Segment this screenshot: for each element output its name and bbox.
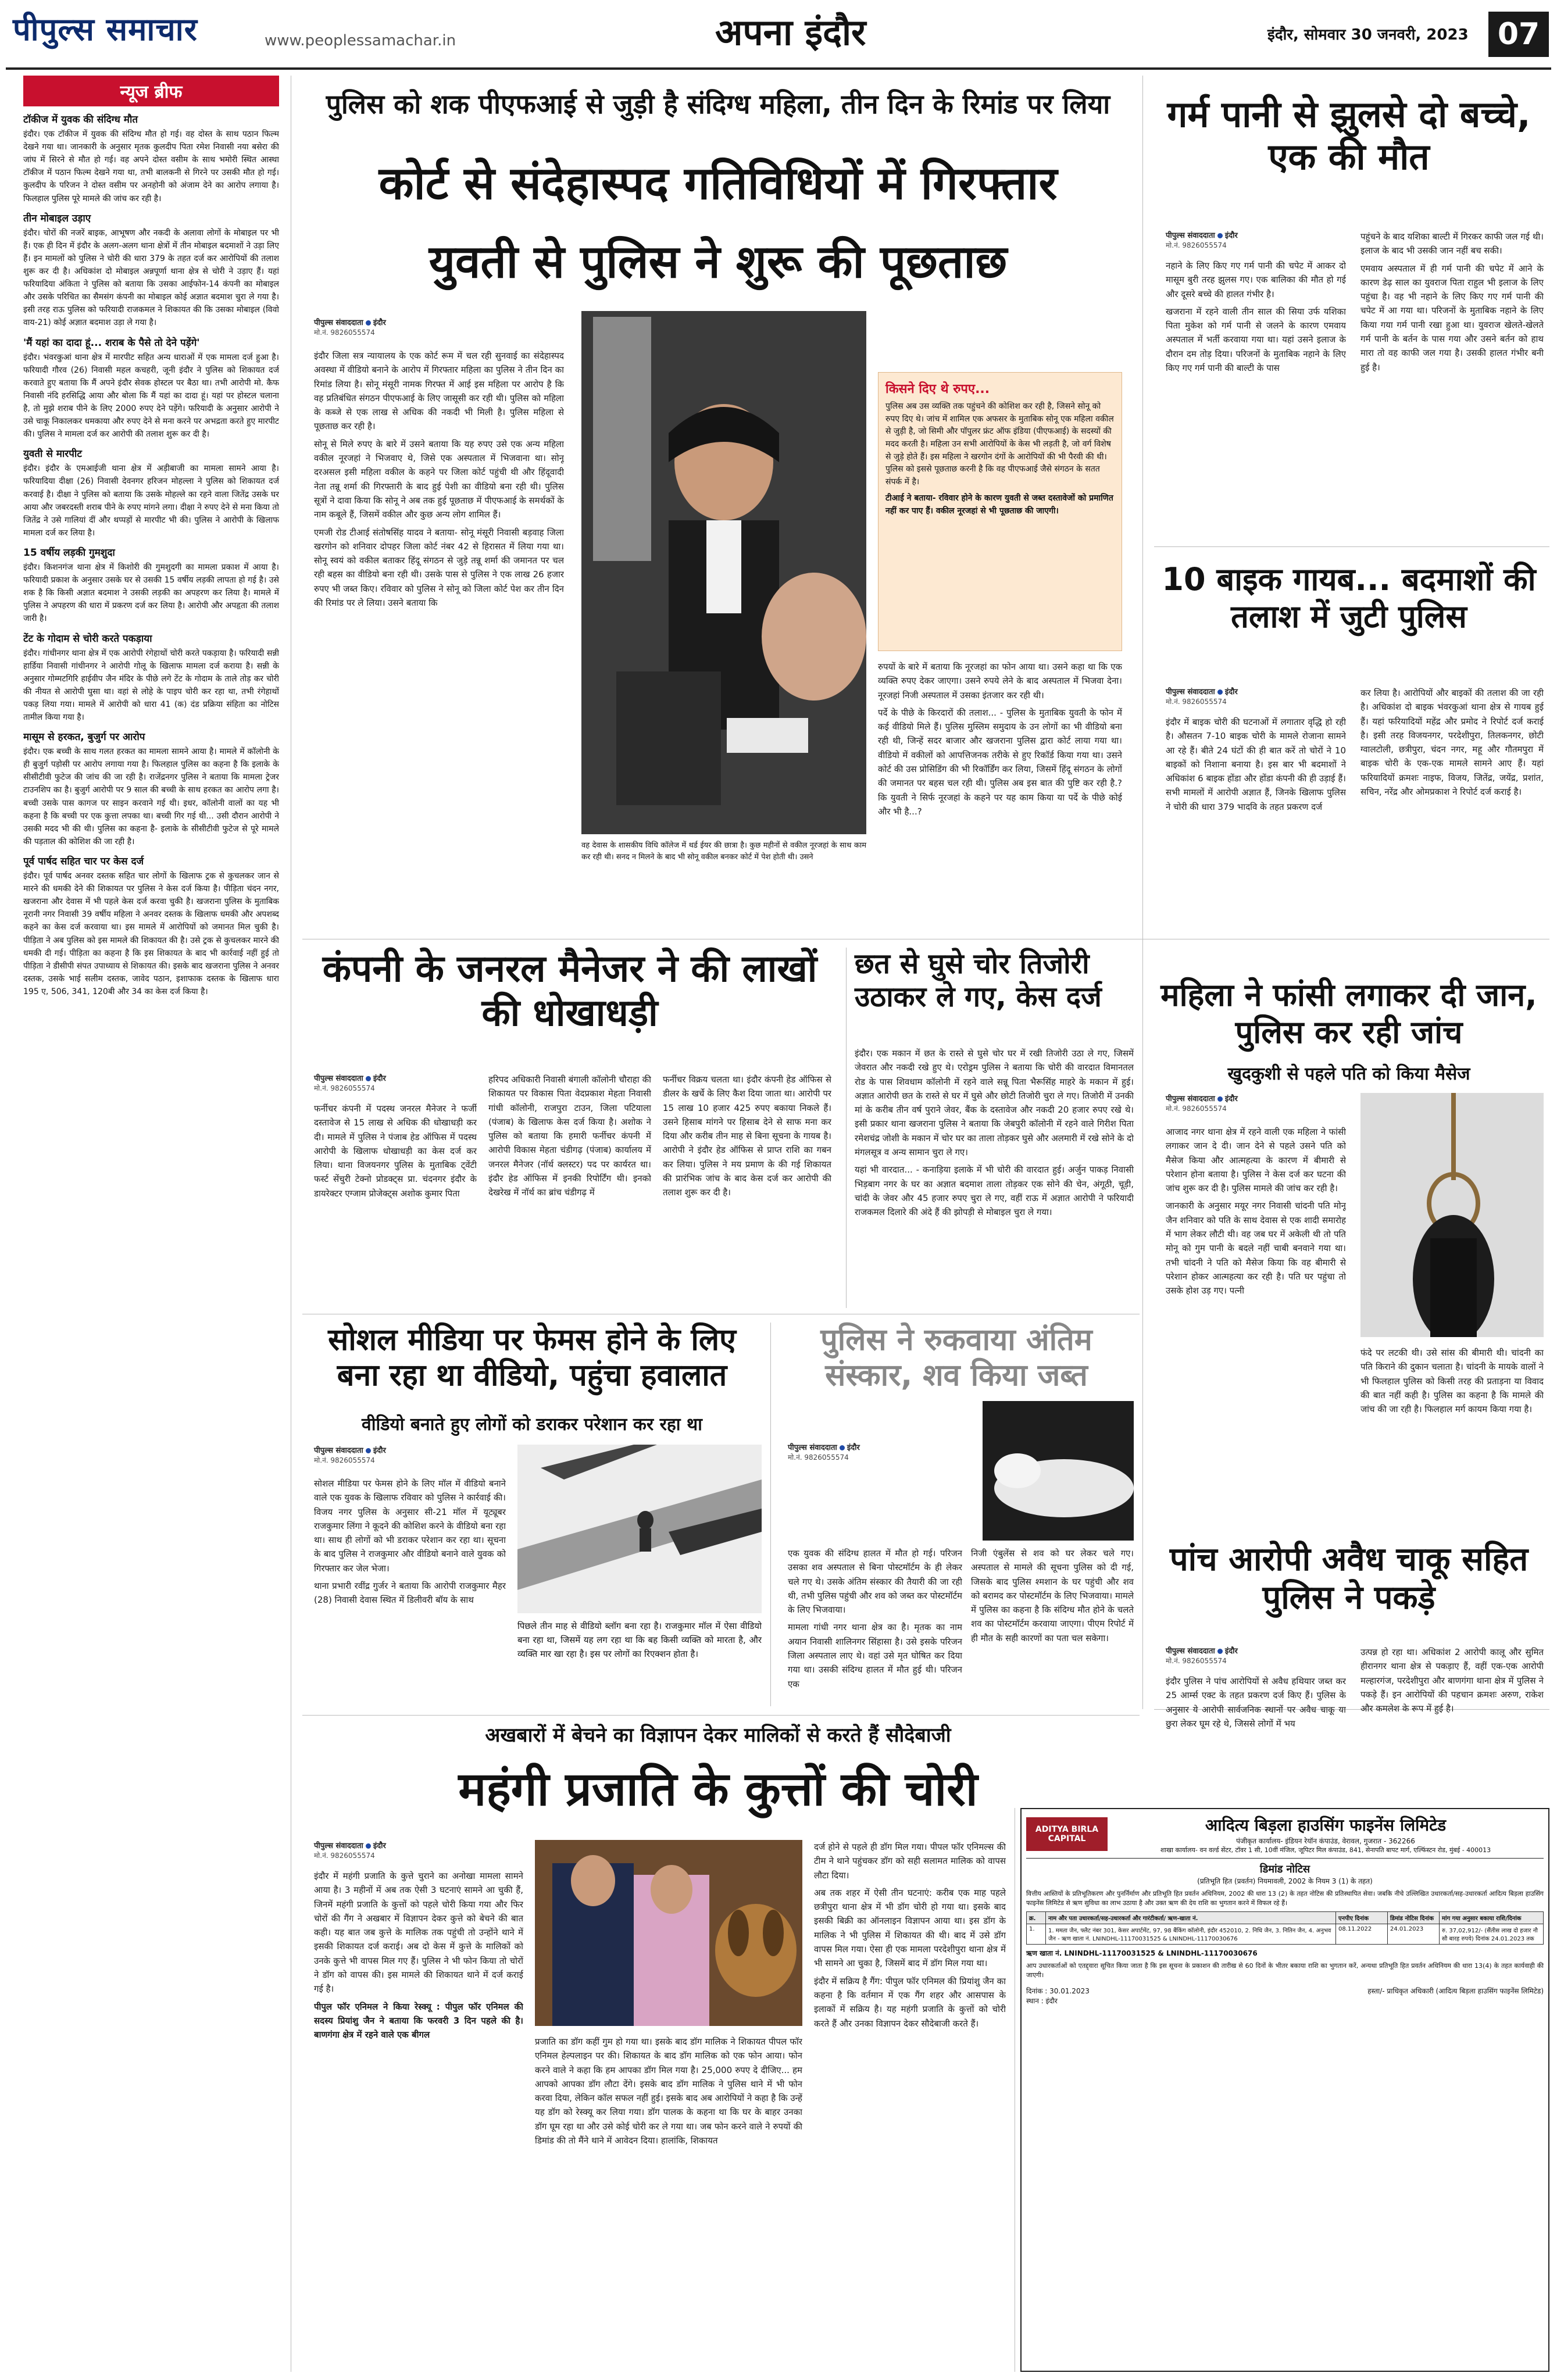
column-divider — [1142, 948, 1143, 1709]
issue-date: इंदौर, सोमवार 30 जनवरी, 2023 — [1267, 26, 1469, 44]
section-title: अपना इंदौर — [715, 11, 866, 53]
newspaper-logo — [13, 6, 257, 52]
safe-theft-paragraph: यहां भी वारदात... - कनाड़िया इलाके में भी चोरी की वारदात हुई। अर्जुन पाकड़ निवासी भिड़बाग नगर के घर का अज्ञात बदमाश ताला तोड़कर एक सोने की चेन, अंगूठी, चूड़ी, चांदी के जेवर और 45 हजार रुपए चुरा ले गए, वहीं राऊ में अज्ञात आरोपी ने फरियादी राजकमल दिलारे की अंदे हैं की झोपड़ी से मोबाइल चुरा ले गया। — [855, 1164, 1134, 1218]
burn-paragraph: एमवाय अस्पताल में ही गर्म पानी की चपेट में आने के कारण डेढ़ साल का युवराज पिता राहुल भी इलाज के लिए पहुंचा है। वह भी नहाने के लिए किए गए गर्म पानी की चपेट में आ गया था। परिजनों के मुताबिक नहाने के लिए किया गया गर्म पानी रखा हुआ था। युवराज खेलते-खेलते गर्म पानी के बर्तन के पास गया और उसने बर्तन को हाथ मारा तो वह काफी जल गया है। उसकी हालत गंभीर बनी हुई है। — [1360, 263, 1544, 373]
safe-theft-headline — [855, 948, 1134, 1013]
dogs-headline — [302, 1761, 1134, 1816]
safe-theft-paragraph: इंदौर। एक मकान में छत के रास्ते से घुसे चोर घर में रखी तिजोरी उठा ले गए, जिसमें जेवरात और नकदी रखे हुए थे। एरोड्रम पुलिस ने बताया कि चोरी की वारदात विमानतल रोड के पास शिवधाम कॉलोनी में रहने वाले सन्नू पिता भैरूसिंह माहरे के मकान में हुई। अज्ञात आरोपी छत के रास्ते से घर में घुसे और छोटी तिजोरी चुरा ले गए। तिजोरी में उनकी मां के करीब तीन वर्ष पुराने जेवर, बैंक के दस्तावेज और नकदी 20 हजार रुपए रखे थे। इसी प्रकार थाना खजराना पुलिस ने बताया कि जेबपुरी कॉलोनी में रहने वाले गिरीश पिता रमेशचंद्र जोशी के मकान में चोर घर का ताला तोड़कर घुसे और अलमारी में रखे सोने के दो मंगलसूत्र व अन्य सामान चुरा ले गए। — [855, 1048, 1134, 1158]
hanging-paragraph: आजाद नगर थाना क्षेत्र में रहने वाली एक महिला ने फांसी लगाकर जान दे दी। जान देने से पहले उसने पति को मैसेज किया और आत्महत्या के कारण में बीमारी से परेशान होना बताया है। पुलिस ने केस दर्ज कर घटना की जांच शुरू कर दी है। पुलिस मामले की जांच कर रही है। — [1166, 1127, 1346, 1194]
dogs-text-col1 — [314, 1869, 523, 2369]
byline — [314, 1840, 523, 1850]
byline-mobile: मो.नं. 9826055574 — [1166, 1657, 1227, 1665]
brief-text: इंदौर। गांधीनगर थाना क्षेत्र में एक आरोपी रंगेहाथों चोरी करते पकड़ाया है। फरियादी सन्नी हार्डिया निवासी गांधीनगर ने आरोपी गोलू के खिलाफ मामला दर्ज कराया है। सन्नी के अनुसार गोम्मटगिरि हाईवीप जैन मंदिर के पीछे लगे टेंट के गोदाम के ताले तोड़ कर चोरी की नीयत से आरोपी घुसा था। वहां से लोहे के पाइप चोरी कर रहा था, तभी रंगेहाथों पकड़ लिया गया। मामले में आरोपी को धारा 41 (क) दंड प्रक्रिया संहिता का नोटिस तामील किया गया है। — [23, 648, 279, 723]
lead-paragraph: रुपयों के बारे में बताया कि नूरजहां का फोन आया था। उसने कहा था कि एक व्यक्ति रुपए देकर जाएगा। उसने रुपये लेने के बाद अस्पताल में भिजवा देना। नूरजहां निजी अस्पताल में उसका इंतजार कर रही थी। — [878, 662, 1122, 701]
lead-headline-2-text: युवती से पुलिस ने शुरू की पूछताछ — [428, 236, 1008, 288]
byline — [1166, 230, 1352, 240]
social-photo-caption: पिछले तीन माह से वीडियो ब्लॉग बना रहा है। राजकुमार मॉल में ऐसा वीडियो बना रहा था, जिसमें यह लग रहा था कि बह किसी व्यक्ति को मारता है, और व्यक्ति मार खा रहा है। इस पर लोगों का रिएक्शन होता है। — [517, 1621, 762, 1659]
byline-mobile: मो.नं. 9826055574 — [314, 1852, 375, 1860]
brief-text: इंदौर। चोरों की नजरें बाइक, आभूषण और नकदी के अलावा लोगों के मोबाइल पर भी हैं। एक ही दिन में इंदौर के अलग-अलग थाना क्षेत्रों में तीन मोबाइल बदमाशों ने उड़ा लिए हैं। इन मामलों को पुलिस ने चोरी की धारा 379 के तहत दर्ज कर आरोपियों की तलाश शुरू कर दी है। अधिकांश दो मोबाइल अन्नपूर्णा थाना क्षेत्र से चोरी ने उड़ाए हैं। यहां फरियादिया अंकिता ने पुलिस को बताया कि उसका आईफोन-14 कंपनी का मोबाइल और उसके परिचित का सैमसंग कंपनी का मोबाइल कोई अज्ञात बदमाश चुरा ले गया है। इसी तरह राऊ पुलिस को फरियादी राजकमल ने शिकायत की कि उसका मोबाइल (विवो वाय-21) कोई अज्ञात बदमाश उड़ा ले गया है। — [23, 228, 279, 328]
safe-theft-text — [855, 1046, 1134, 1305]
funeral-headline — [779, 1323, 1134, 1394]
notice-date: दिनांक : 30.01.2023 — [1026, 1986, 1090, 1995]
hanging-subhead: खुदकुशी से पहले पति को किया मैसेज — [1227, 1064, 1470, 1084]
lead-paragraph: सोनू से मिले रुपए के बारे में उसने बताया कि यह रुपए उसे एक अन्य महिला वकील नूरजहां ने भिजवाए थे, जिसे एक अस्पताल में भिजवाना था। सोनू दरअसल इसी महिला वकील के कहने पर जिला कोर्ट पहुंची थी और हिंदूवादी नेता तन्नू शर्मा की गिरफ्तारी के बाद हुई पेशी का वीडियो बना रही थी। पुलिस सूत्रों ने दावा किया कि सोनू ने अब तक हुई पूछताछ में पीएफआई के समर्थकों के नाम कबूले हैं, जिसमें वकील और कुछ अन्य लोग शामिल हैं। — [314, 438, 564, 520]
bikes-headline — [1154, 561, 1544, 635]
burn-byline — [1166, 230, 1352, 250]
byline-dot-icon — [840, 1445, 845, 1450]
notice-branch: शाखा कार्यालय- वन वर्ल्ड सेंटर, टॉवर 1 सी, 10वीं मंजिल, जूपिटर मिल कंपाउंड, 841, सेनापति बापट मार्ग, एल्फिंस्टन रोड, मुंबई - 400013 — [1160, 1846, 1491, 1854]
social-byline — [314, 1445, 506, 1465]
bikes-text-col1 — [1166, 715, 1346, 942]
byline-mobile: मो.नं. 9826055574 — [314, 1084, 375, 1092]
brief-title: मासूम से हरकत, बुजुर्ग पर आरोप — [23, 731, 145, 744]
brief-title: 'मैं यहां का दादा हूं... शराब के पैसे तो देने पड़ेंगे' — [23, 337, 200, 349]
burn-headline — [1154, 93, 1544, 178]
byline-name: पीपुल्स संवाददाता — [788, 1443, 837, 1452]
notice-table — [1026, 1911, 1544, 1945]
news-brief-column — [23, 76, 279, 2372]
brief-item — [23, 730, 279, 848]
byline-dot-icon — [1217, 1096, 1223, 1102]
dogs-text-col3 — [814, 1840, 1006, 2369]
social-subhead: वीडियो बनाते हुए लोगों को डराकर परेशान कर रहा था — [362, 1414, 702, 1435]
dogs-paragraph: अब तक शहर में ऐसी तीन घटनाएं: करीब एक माह पहले छत्रीपुरा थाना क्षेत्र में भी डॉग चोरी हो गया था। इसके बाद इसकी बिक्री का ऑनलाइन विज्ञापन आया था। इस डॉग के मालिक ने भी पुलिस में शिकायत की थी। बाद में उसे डॉग वापस मिल गया। ऐसा ही एक मामला परदेशीपुरा थाना क्षेत्र में भी सामने आ चुका है, जिसमें बाद में डॉग मिल गया था। — [814, 1887, 1006, 1969]
covered-body-illustration — [983, 1401, 1134, 1541]
byline-mobile: मो.नं. 9826055574 — [1166, 241, 1227, 249]
burn-text-col2 — [1360, 230, 1544, 532]
knives-byline — [1166, 1645, 1352, 1666]
dogs-paragraph: इंदौर में महंगी प्रजाति के कुत्ते चुराने का अनोखा मामला सामने आया है। 3 महीनों में अब तक ऐसी 3 घटनाएं सामने आ चुकी हैं, जिनमें महंगी प्रजाति के कुत्तों को पहले चोरी किया गया और फिर चोरों की गैंग ने अखबार में विज्ञापन देकर कुत्ते को बेचने की बात कही। यह बात जब कुत्ते के मालिक तक पहुंची तो उन्होंने थाने में इसकी शिकायत दर्ज कराई। अब दो केस में कुत्ते के मालिकों को उनके कुत्ते भी वापस मिल गए हैं। पुलिस ने भी फोन किया तो चोरों ने डॉग को वापस की। इस मामले की शिकायत थाने में दर्ज कराई गई है। — [314, 1871, 523, 1995]
lead-headline-1 — [302, 157, 1134, 210]
lead-photo — [581, 311, 866, 834]
byline-mobile: मो.नं. 9826055574 — [314, 328, 375, 337]
dogs-photo — [535, 1840, 802, 2026]
lead-paragraph: इंदौर जिला सत्र न्यायालय के एक कोर्ट रूम में चल रही सुनवाई का संदेहास्पद अवस्था में वीडियो बनाने के आरोप में गिरफ्तार महिला का पुलिस ने तीन दिन का रिमांड लिया है। सोनू मंसूरी नामक गिरफ्त में आई इस महिला पर आरोप है कि वह प्रतिबंधित संगठन पीएफआई के लिए जासूसी कर रही थी। पुलिस को महिला के कब्जे से एक लाख से अधिक की नकदी भी मिली है। पुलिस महिला से पूछताछ कर रही है। — [314, 351, 564, 432]
social-photo — [517, 1445, 762, 1613]
social-headline — [302, 1323, 762, 1394]
info-box-text: पुलिस अब उस व्यक्ति तक पहुंचने की कोशिश कर रही है, जिसने सोनू को रुपए दिए थे। जांच में शामिल एक अफसर के मुताबिक सोनू एक महिला वकील से जुड़ी है, जो सिमी और पॉपुलर फ्रंट ऑफ इंडिया (पीएफआई) के सदस्यों की मदद करती है। महिला उन सभी आरोपियों के केस भी लड़ती है, जो वर्ग विशेष से जुड़े होते हैं। इस महिला ने खरगोन दंगों के आरोपियों की भी पैरवी की थी। पुलिस को इससे पूछताछ करनी है कि वह पीएफआई जैसे संगठन के सतत संपर्क में है। — [885, 402, 1114, 487]
lead-photo-caption: वह देवास के शासकीय विधि कॉलेज में थर्ड ईयर की छात्रा है। कुछ महीनों से वकील नूरजहां के साथ काम कर रही थी। सनद न मिलने के बाद भी सोनू वकील बनकर कोर्ट में पेश होती थी। उसने — [581, 841, 866, 862]
notice-title: डिमांड नोटिस — [1259, 1863, 1310, 1875]
column-divider — [1142, 76, 1143, 953]
bikes-paragraph: इंदौर में बाइक चोरी की घटनाओं में लगातार वृद्धि हो रही है। औसतन 7-10 बाइक चोरी के मामले रोजाना सामने आ रहे हैं। बीते 24 घंटों की ही बात करें तो चोरों ने 10 बाइकों को निशाना बनाया है। इस बार भी बदमाशों ने अधिकांश 6 बाइक होंडा और होंडा कंपनी की ही उड़ाई हैं। सभी मामलों में आरोपी अज्ञात हैं, जिनके खिलाफ पुलिस ने चोरी की धारा 379 भादवि के तहत प्रकरण दर्ज — [1166, 717, 1346, 812]
notice-paragraph: वित्तीय आस्तियों के प्रतिभूतिकरण और पुनर्निर्माण और प्रतिभूति हित प्रवर्तन अधिनियम, 2002 की धारा 13 (2) के तहत नोटिस की प्रतिस्थापित सेवा। जबकि नीचे उल्लिखित उधारकर्ता/सह-उधारकर्ता आदित्य बिड़ला हाउसिंग फाइनेंस लिमिटेड से ऋण सुविधा का लाभ उठाया है और उक्त ऋण की देय राशि का भुगतान करने में विफल रहे हैं। — [1026, 1890, 1544, 1907]
brief-text: इंदौर। पूर्व पार्षद अनवर दस्तक सहित चार लोगों के खिलाफ ट्रक से कुचलकर जान से मारने की धमकी देने की शिकायत पर पुलिस ने केस दर्ज किया है। पीड़िता चंदन नगर, खजराना और देवास में भी पहले केस दर्ज करवा चुकी है। खजराना पुलिस के मुताबिक नूरानी नगर निवासी 39 वर्षीय महिला ने अनवर दस्तक के खिलाफ धमकी और अपशब्द कहने का केस दर्ज करवाया था। इस मामले में आरोपियों को जमानत मिल चुकी है। पीड़िता ने अब पुलिस को इस मामले की शिकायत की है। उसे ट्रक से कुचलकर मारने की धमकी दी गई। पीड़िता का कहना है कि इस शिकायत के बाद भी कार्रवाई नहीं हुई तो पीड़िता ने डीसीपी संपत उपाध्याय से शिकायत की। इसके बाद खजराना पुलिस ने अनवर दस्तक, उसके भाई सलीम दस्तक, जावेद पठान, इशाफाक दस्तक के खिलाफ धारा 195 ए, 506, 341, 120बी और 34 का केस दर्ज किया है। — [23, 871, 279, 997]
byline-dot-icon — [1217, 233, 1223, 238]
lead-text-col3 — [878, 660, 1122, 927]
lead-byline — [314, 317, 564, 337]
dogs-paragraph: पीपुल फॉर एनिमल ने किया रेस्क्यू : पीपुल फॉर एनिमल की सदस्य प्रियांशु जैन ने बताया कि फरवरी 3 दिन पहले की है। बाणगंगा क्षेत्र में रहने वाले एक बीगल — [314, 2001, 523, 2040]
gm-fraud-paragraph: फर्नीचर कंपनी में पदस्थ जनरल मैनेजर ने फर्जी दस्तावेज से 15 लाख से अधिक की धोखाधड़ी कर दी। मामले में पुलिस ने पंजाब हेड ऑफिस में पदस्थ आरोपी के खिलाफ धोखाधड़ी का केस दर्ज कर लिया। थाना विजयनगर पुलिस के मुताबिक ट्वेंटी फर्स्ट सेंचुरी टेक्नो प्रोडक्ट्स प्रा. चंदनगर इंदौर के डायरेक्टर एग्जाम प्रोजेक्ट्स अशोक कुमार पिता — [314, 1103, 477, 1199]
byline-city: इंदौर — [1224, 1095, 1238, 1103]
dogs-paragraph: दर्ज होने से पहले ही डॉग मिल गया। पीपल फॉर एनिमल्स की टीम ने थाने पहुंचकर डॉग को सही सलामत मालिक को वापस लौटा दिया। — [814, 1842, 1006, 1881]
demand-notice-ad — [1020, 1808, 1549, 2372]
hanging-byline — [1166, 1093, 1352, 1113]
info-box-title: किसने दिए थे रुपए... — [885, 382, 990, 396]
burn-paragraph: नहाने के लिए किए गए गर्म पानी की चपेट में आकर दो मासूम बुरी तरह झुलस गए। एक बालिका की मौत हो गई और दूसरे बच्चे की हालत गंभीर है। — [1166, 260, 1346, 299]
byline — [788, 1442, 974, 1452]
byline-city: इंदौर — [1224, 1647, 1238, 1656]
brief-title: टेंट के गोदाम से चोरी करते पकड़ाया — [23, 632, 152, 645]
lead-text-col1 — [314, 349, 564, 930]
lead-paragraph: पर्दे के पीछे के किरदारों की तलाश... - पुलिस के मुताबिक युवती के फोन में कई वीडियो मिले हैं। पुलिस मुस्लिम समुदाय के उन लोगों का भी वीडियो बना रही थी, जिन्हें सदर बाजार और खजराना पुलिस द्वारा कोर्ट लाया गया था। वीडियो में वकीलों को आपत्तिजनक तरीके से हुए रिकॉर्ड किया गया था। उसने कोर्ट की उस प्रोसिडिंग की भी रिकॉर्डिंग कर लिया, जिसमें हिंदू संगठन के लोगों की जमानत पर बहस चल रही थी। पुलिस अब इस बात की पुष्टि कर रही है.? कि युवती ने सिर्फ नूरजहां के कहने पर यह काम किया या पर्दे के पीछे कोई और भी है...? — [878, 707, 1122, 817]
bikes-headline-text: 10 बाइक गायब... बदमाशों की तलाश में जुटी पुलिस — [1162, 561, 1536, 635]
brief-title: टॉकीज में युवक की संदिग्ध मौत — [23, 114, 138, 126]
lead-info-box — [878, 372, 1122, 651]
notice-cell: रु. 37,02,912/- (सैंतीस लाख दो हजार नौ सौ बारह रुपये) दिनांक 24.01.2023 तक — [1440, 1924, 1544, 1944]
brief-text: इंदौर। भंवरकुआं थाना क्षेत्र में मारपीट सहित अन्य धाराओं में एक मामला दर्ज हुआ है। फरियादी गौरव (26) निवासी महल कचहरी, जूनी इंदौर ने पुलिस को शिकायत दर्ज करवाते हुए बताया कि मैं अपने इंदौर सेवक होस्टल पर बैठा था। तभी आरोपी मो. कैफ निवासी नंदि हरसिद्धि आया और बोला कि मैं यहां का दादा हूं। यहां पर होस्टल चलाना है, तो मुझे शराब पीने के लिए 2000 रुपए देने पड़ेंगे। फरियादी के अनुसार आरोपी ने उसे चाकू निकालकर धमकाया और रुपए देने से मना करने पर अभद्रता करते हुए मारपीट की। पुलिस ने मामला दर्ज कर आरोपी की तलाश शुरू कर दी है। — [23, 352, 279, 439]
hanging-headline — [1154, 977, 1544, 1050]
lead-paragraph: एमजी रोड टीआई संतोषसिंह यादव ने बताया- सोनू मंसूरी निवासी बड़वाह जिला खरगोन को शनिवार दोपहर जिला कोर्ट नंबर 42 से हिरासत में लिया गया था। सोनू स्वयं को वकील बताकर हिंदू संगठन से जुड़े तन्नू शर्मा की जमानत पर चल रही बहस का वीडियो बना रही थी। उसके पास से पुलिस ने एक लाख 26 हजार रुपए भी जब्त किए। रविवार को पुलिस ने सोनू को जिला कोर्ट पेश कर तीन दिन की रिमांड पर ले लिया। उसने बताया कि — [314, 527, 564, 609]
byline-city: इंदौर — [373, 1842, 386, 1850]
column-divider — [770, 1323, 771, 1706]
section-divider — [302, 1715, 1140, 1716]
lead-kicker — [302, 88, 1134, 120]
byline-mobile: मो.नं. 9826055574 — [1166, 1105, 1227, 1113]
aditya-birla-logo — [1026, 1817, 1108, 1851]
byline-dot-icon — [366, 1843, 371, 1849]
burn-paragraph: खजराना में रहने वाली तीन साल की सिया उर्फ यशिका पिता मुकेश को गर्म पानी से जलने के कारण एमवाय अस्पताल में भर्ती करवाया गया था। यहां उसने इलाज के दौरान दम तोड़ दिया। परिजनों के मुताबिक नहाने के लिए किए गए गर्म पानी की बाल्टी के पास — [1166, 306, 1346, 374]
notice-col-header: डिमांड नोटिस दिनांक — [1388, 1911, 1440, 1924]
byline-name: पीपुल्स संवाददाता — [1166, 1095, 1215, 1103]
notice-place: स्थान : इंदौर — [1026, 1996, 1058, 2005]
notice-subtitle: (प्रतिभूति हित (प्रवर्तन) नियमावली, 2002 के नियम 3 (1) के तहत) — [1197, 1877, 1373, 1885]
woman-in-custody-illustration — [581, 311, 866, 834]
notice-signatory: हस्ता/- प्राधिकृत अधिकारी (आदित्य बिड़ला हाउसिंग फाइनेंस लिमिटेड) — [1367, 1986, 1544, 1995]
brief-title: पूर्व पार्षद सहित चार पर केस दर्ज — [23, 856, 144, 868]
funeral-byline — [788, 1442, 974, 1462]
byline — [314, 317, 564, 327]
notice-col-header: क्र. — [1027, 1911, 1046, 1924]
noose-illustration — [1360, 1093, 1544, 1337]
notice-cell: 1. ममता जैन, फ्लैट नंबर 301, केसर अपार्टमेंट, 97, 98 बैंकिंग कॉलोनी, इंदौर 452010, 2. निधि जैन, 3. नितिन जैन, 4. अनुभव जैन - ऋण खाता नं. LNINDHL-11170031525 & LNINDHL-11170030676 — [1046, 1924, 1336, 1944]
gm-fraud-headline — [302, 948, 837, 1035]
byline-city: इंदौर — [373, 1446, 386, 1455]
social-paragraph: थाना प्रभारी रवींद्र गुर्जर ने बताया कि आरोपी राजकुमार मैहर (28) निवासी देवास स्थित में डिलीवरी बॉय के साथ — [314, 1581, 506, 1606]
byline-dot-icon — [366, 1076, 371, 1081]
dogs-paragraph: इंदौर में सक्रिय है गैंग: पीपुल फॉर एनिमल की प्रियांशु जैन का कहना है कि वर्तमान में एक गैंग शहर और आसपास के इलाकों में सक्रिय है। यह महंगी प्रजाति के कुत्तों को चोरी करते हैं और उनका विज्ञापन देकर सौदेबाजी करते हैं। — [814, 1975, 1006, 2029]
brief-item — [23, 335, 279, 441]
website-url: www.peoplessamachar.in — [265, 32, 456, 49]
brief-item — [23, 854, 279, 998]
byline-dot-icon — [366, 320, 371, 326]
brief-item — [23, 545, 279, 626]
notice-company: आदित्य बिड़ला हाउसिंग फाइनेंस लिमिटेड — [1205, 1816, 1447, 1835]
burn-headline-text: गर्म पानी से झुलसे दो बच्चे, एक की मौत — [1167, 93, 1531, 178]
brief-item — [23, 112, 279, 205]
hanging-photo — [1360, 1093, 1544, 1337]
bikes-paragraph: कर लिया है। आरोपियों और बाइकों की तलाश की जा रही है। अधिकांश दो बाइक भंवरकुआं थाना क्षेत्र से गायब हुई हैं। यहां फरियादियों महेंद्र और प्रमोद ने रिपोर्ट दर्ज कराई है। इसी तरह विजयनगर, परदेशीपुरा, तिलकनगर, छोटी ग्वालटोली, छत्रीपुरा, चंदन नगर, महू और गौतमपुरा में बाइक चोरी के एक-एक मामले सामने आए हैं। यहां फरियादियों क्रमशः नाइफ, विजय, जितेंद्र, जयेंद्र, प्रशांत, सचिन, नरेंद्र और ओमप्रकाश ने रिपोर्ट दर्ज कराई है। — [1360, 688, 1544, 798]
brief-text: इंदौर। एक टॉकीज में युवक की संदिग्ध मौत हो गई। वह दोस्त के साथ पठान फिल्म देखने गया था। जानकारी के अनुसार मृतक कुलदीप पिता रमेश निवासी नया बसेरा की जांघ में सिरने से मौत हो गई। वह अपने दोस्त वसीम के साथ भमोरी स्थित आस्था टॉकीज में पठान फिल्म देखने गया था, तभी बालकनी से गिरने पर उसकी मौत हो गई। कुलदीप के परिजन ने दोस्त वसीम पर अनहोनी को अंजाम देने का आरोप लगाया है। फिलहाल पुलिस पूरे मामले की जांच कर रही है। — [23, 130, 279, 203]
burn-text-col1 — [1166, 259, 1346, 532]
hanging-paragraph: जानकारी के अनुसार मयूर नगर निवासी चांदनी पति मोनू जैन शनिवार को पति के साथ देवास से एक शादी समारोह में भाग लेकर लौटी थी। वह जब घर में अकेली थी तो पति मोनू को गुम पानी के बदले नहीं चाबी बनवाने गया था। तभी चांदनी ने पति को मैसेज किया कि वह बीमारी से परेशान होकर आत्महत्या कर रही है। पति घर पहुंचा तो उसके होश उड़ गए। पत्नी — [1166, 1200, 1346, 1296]
notice-address: पंजीकृत कार्यालय- इंडियन रेयॉन कंपाउंड, वेरावल, गुजरात - 362266 — [1236, 1837, 1415, 1845]
gm-fraud-byline — [314, 1073, 477, 1093]
notice-table-header — [1027, 1911, 1544, 1924]
knives-headline-text: पांच आरोपी अवैध चाकू सहित पुलिस ने पकड़े — [1169, 1541, 1529, 1617]
notice-loan-numbers: ऋण खाता नं. LNINDHL-11170031525 & LNINDHL-11170030676 — [1026, 1949, 1258, 1957]
byline-dot-icon — [1217, 689, 1223, 695]
knives-paragraph: इंदौर पुलिस ने पांच आरोपियों से अवैध हथियार जब्त कर 25 आर्म्स एक्ट के तहत प्रकरण दर्ज किए हैं। पुलिस के अनुसार ये आरोपी सार्वजनिक स्थानों पर अवैध चाकू या छुरा लेकर घूम रहे थे, जिससे लोगों में भय — [1166, 1676, 1346, 1729]
notice-cell: 08.11.2022 — [1336, 1924, 1388, 1944]
byline-dot-icon — [1217, 1649, 1223, 1654]
news-brief-header — [23, 76, 279, 106]
knives-text-col1 — [1166, 1674, 1346, 1802]
byline-name: पीपुल्स संवाददाता — [1166, 231, 1215, 240]
notice-paragraph-2: आप उधारकर्ताओं को एतद्द्वारा सूचित किया जाता है कि इस सूचना के प्रकाशन की तारीख से 60 दिनों के भीतर बकाया राशि का भुगतान करें, अन्यथा प्रतिभूति हित प्रवर्तन अधिनियम की धारा 13(4) के तहत कार्यवाही की जाएगी। — [1026, 1961, 1544, 1979]
byline — [1166, 686, 1352, 696]
gm-fraud-headline-text: कंपनी के जनरल मैनेजर ने की लाखों की धोखाधड़ी — [322, 948, 817, 1035]
brief-title: 15 वर्षीय लड़की गुमशुदा — [23, 546, 115, 559]
gm-fraud-text-col1 — [314, 1102, 477, 1305]
brief-item — [23, 211, 279, 330]
byline-city: इंदौर — [847, 1443, 860, 1452]
funeral-paragraph: मामला गांधी नगर थाना क्षेत्र का है। मृतक का नाम अयान निवासी शालिनगर सिंहासा है। उसे इसके परिजन जिला अस्पताल लाए थे। वहां उसे मृत घोषित कर दिया गया था। उसकी संदिग्ध हालत में मौत हुई थी। परिजन एक — [788, 1622, 962, 1689]
mall-escalator-illustration — [517, 1445, 762, 1613]
brief-text: इंदौर। इंदौर के एमआईजी थाना क्षेत्र में अड़ीबाजी का मामला सामने आया है। फरियादिया दीक्षा (26) निवासी देवनगर हरिजन मोहल्ला ने पुलिस को शिकायत दर्ज करवाई है। दीक्षा ने पुलिस को बताया कि उसके मोहल्ले का रहने वाला जितेंद्र उसके घर आया और जबरदस्ती शराब पीने के रुपए मांगने लगा। दीक्षा ने रुपए देने से मना किया तो जितेंद्र ने उसे गालियां दीं और थप्पड़ों से मारपीट भी की। पुलिस ने आरोपी के खिलाफ मामला दर्ज कर लिया है। — [23, 464, 279, 538]
gm-fraud-paragraph: हरिपद अधिकारी निवासी बंगाली कॉलोनी चौराहा की शिकायत पर विकास पिता वेदप्रकाश मेहता निवासी गांधी कॉलोनी, राजपुरा टाउन, जिला पटियाला (पंजाब) के खिलाफ केस दर्ज किया है। अशोक ने पुलिस को बताया कि हमारी फर्नीचर कंपनी में आरोपी विकास मेहता चंडीगढ़ (पंजाब) कार्यालय में जनरल मैनेजर (नॉर्थ क्लस्टर) पद पर कार्यरत था। इंदौर हेड ऑफिस में इनकी रिपोर्टिंग थी। इनको देखरेख में नॉर्थ का ब्रांच चंडीगढ़ में — [488, 1074, 651, 1198]
dogs-text-col2 — [535, 2035, 802, 2369]
byline-city: इंदौर — [1224, 688, 1238, 696]
brand-text: ADITYA BIRLA CAPITAL — [1035, 1825, 1099, 1843]
gm-fraud-text-col3 — [663, 1073, 831, 1305]
hanging-headline-text: महिला ने फांसी लगाकर दी जान, पुलिस कर रही जांच — [1160, 977, 1537, 1050]
gm-fraud-paragraph: फर्नीचर विक्रय चलता था। इंदौर कंपनी हेड ऑफिस से डीलर के खर्चे के लिए कैश दिया जाता था। आरोपी पर 15 लाख 10 हजार 425 रुपए बकाया निकले हैं। उसने हिसाब मांगने पर हिसाब देने से साफ मना कर दिया और करीब तीन माह से बिना सूचना के गायब है। आरोपी ने इंदौर हेड ऑफिस से प्राप्त राशि का गबन कर लिया। पुलिस ने मय प्रमाण के की गई शिकायत की प्रारंभिक जांच के बाद केस दर्ज कर आरोपी की तलाश शुरू कर दी है। — [663, 1074, 831, 1198]
brief-item — [23, 631, 279, 724]
byline-dot-icon — [366, 1448, 371, 1453]
table-row — [1027, 1924, 1544, 1944]
social-text-col1 — [314, 1477, 506, 1709]
brief-text: इंदौर। एक बच्ची के साथ गलत हरकत का मामला सामने आया है। मामले में कॉलोनी के ही बुजुर्ग पड़ोसी पर आरोप लगाया गया है। फिलहाल पुलिस का कहना है कि इलाके के सीसीटीवी फुटेज की जांच की जा रही है। राजेंद्रनगर पुलिस ने बताया कि मामला ट्रेजर टाउनशिप का है। बुजुर्ग आरोपी पर 9 साल की बच्ची के साथ हरकत का आरोप लगा है। बच्ची उसके पास कागज पर साइन करवाने गई थी। इधर, कॉलोनी वालों का यह भी कहना है कि बच्ची पर एक कुत्ता लपका था। बच्ची गिर गई थी... उसी दौरान आरोपी ने उसकी मदद भी की थी। पुलिस का कहना है- इलाके के सीसीटीवी फुटेज से पूरे मामले की पड़ताल की कोशिश की जा रही है। — [23, 747, 279, 846]
notice-col-header: मांग गया अनुसार बकाया राशि/दिनांक — [1440, 1911, 1544, 1924]
knives-headline — [1154, 1541, 1544, 1617]
lead-kicker-text: पुलिस को शक पीएफआई से जुड़ी है संदिग्ध महिला, तीन दिन के रिमांड पर लिया — [326, 88, 1110, 120]
column-divider — [846, 948, 847, 1308]
lead-headline-1-text: कोर्ट से संदेहास्पद गतिविधियों में गिरफ्तार — [378, 158, 1058, 210]
byline-name: पीपुल्स संवाददाता — [314, 319, 363, 327]
byline — [1166, 1093, 1352, 1103]
brief-title: तीन मोबाइल उड़ाए — [23, 212, 91, 224]
byline-city: इंदौर — [373, 319, 386, 327]
dogs-headline-text: महंगी प्रजाति के कुत्तों की चोरी — [458, 1761, 978, 1816]
byline — [314, 1073, 477, 1083]
dogs-byline — [314, 1840, 523, 1860]
notice-cell: 24.01.2023 — [1388, 1924, 1440, 1944]
knives-text-col2 — [1360, 1645, 1544, 1802]
byline-mobile: मो.नं. 9826055574 — [788, 1453, 849, 1461]
section-divider — [1154, 546, 1549, 547]
byline-name: पीपुल्स संवाददाता — [314, 1446, 363, 1455]
byline-name: पीपुल्स संवाददाता — [1166, 688, 1215, 696]
byline — [1166, 1645, 1352, 1656]
notice-cell: 1. — [1027, 1924, 1046, 1944]
notice-col-header: नाम और पता उधारकर्ता/सह-उधारकर्ता और गारंटीकर्ता/ ऋण-खाता नं. — [1046, 1911, 1336, 1924]
gm-fraud-text-col2 — [488, 1073, 651, 1305]
funeral-paragraph: एक युवक की संदिग्ध हालत में मौत हो गई। परिजन उसका शव अस्पताल से बिना पोस्टमॉर्टम के ही लेकर चले गए थे। उसके अंतिम संस्कार की तैयारी की जा रही थी, तभी पुलिस पहुंची और शव को जब्त कर पोस्टमॉर्टम के लिए भिजवाया। — [788, 1548, 962, 1616]
social-headline-text: सोशल मीडिया पर फेमस होने के लिए बना रहा था वीडियो, पहुंचा हवालात — [328, 1323, 736, 1393]
safe-theft-headline-text: छत से घुसे चोर तिजोरी उठाकर ले गए, केस दर्ज — [855, 948, 1102, 1013]
masthead-rule — [6, 67, 1551, 70]
dogs-kicker — [302, 1724, 1134, 1747]
funeral-photo — [983, 1401, 1134, 1541]
notice-col-header: एनपीए दिनांक — [1336, 1911, 1388, 1924]
dog-owner-illustration — [535, 1840, 802, 2026]
funeral-text-col1 — [788, 1546, 962, 1709]
byline-name: पीपुल्स संवाददाता — [314, 1842, 363, 1850]
byline-mobile: मो.नं. 9826055574 — [314, 1456, 375, 1464]
funeral-paragraph: निजी एंबुलेंस से शव को घर लेकर चले गए। अस्पताल से मामले की सूचना पुलिस को दी गई, जिसके बाद पुलिस श्मशान के घर पहुंची और शव को बरामद कर पोस्टमॉर्टम के लिए भिजवाया। मामले में पुलिस का कहना है कि संदिग्ध मौत होने के चलते शव का पोस्टमॉर्टम करवाया जाएगा। पीएम रिपोर्ट में ही मौत के सही कारणों का पता चल सकेगा। — [971, 1548, 1134, 1643]
brief-item — [23, 446, 279, 539]
logo-text: पीपुल्स समाचार — [13, 10, 198, 48]
lead-headline-2 — [302, 235, 1134, 289]
byline-name: पीपुल्स संवाददाता — [314, 1074, 363, 1083]
byline — [314, 1445, 506, 1455]
page-number: 07 — [1488, 12, 1549, 57]
dogs-kicker-text: अखबारों में बेचने का विज्ञापन देकर मालिकों से करते हैं सौदेबाजी — [485, 1724, 951, 1747]
dogs-paragraph: प्रजाति का डॉग कहीं गुम हो गया था। इसके बाद डॉग मालिक ने शिकायत पीपल फॉर एनिमल हेल्पलाइन पर की। शिकायत के बाद डॉग मालिक को एक फोन आया। फोन करने वाले ने कहा कि हम आपका डॉग मिल गया है। 25,000 रुपए दे दीजिए... हम आपको आपका डॉग लौटा देंगे। इसके बाद डॉग मालिक ने पुलिस थाने में भी फोन करवा दिया, लेकिन कॉल सफल नहीं हुई। इसके बाद अब आरोपियों ने कहा है कि उन्हें यह डॉग को रेस्क्यू कर लिया गया। डॉग पालक के कहना था कि घर के बाहर उनका डॉग घूम रहा था और उसे कोई चोरी कर ले गया था। जब फोन करने वाले ने रुपयों की डिमांड की तो मैंने थाने में आवेदन दिया। हालांकि, शिकायत — [535, 2036, 802, 2146]
hanging-paragraph: फंदे पर लटकी थी। उसे सांस की बीमारी थी। चांदनी का पति किराने की दुकान चलाता है। चांदनी के मायके वालों ने भी फिलहाल पुलिस को किसी तरह की प्रताड़ना या विवाद की बात नहीं कही है। पुलिस का कहना है कि मामले की जांच की जा रही है। फिलहाल मर्ग कायम किया गया है। — [1360, 1348, 1544, 1415]
info-box-ti-note: टीआई ने बताया- रविवार होने के कारण युवती से जब्त दस्तावेजों को प्रमाणित नहीं कर पाए हैं। वकील नूरजहां से भी पूछताछ की जाएगी। — [885, 493, 1113, 516]
byline-name: पीपुल्स संवाददाता — [1166, 1647, 1215, 1656]
masthead — [0, 0, 1557, 64]
brief-title: युवती से मारपीट — [23, 448, 82, 460]
burn-paragraph: पहुंचने के बाद यशिका बाल्टी में गिरकर काफी जल गई थी। इलाज के बाद भी उसकी जान नहीं बच सकी। — [1360, 231, 1544, 256]
social-paragraph: सोशल मीडिया पर फेमस होने के लिए मॉल में वीडियो बनाने वाले एक युवक के खिलाफ रविवार को पुलिस ने कार्रवाई की। विजय नगर पुलिस के अनुसार सी-21 मॉल में यूट्यूबर राजकुमार लिंगा ने कूदने की कोशिश करने के वीडियो बना रहा था। साथ ही लोगों को भी डराकर परेशान कर रहा था। सूचना के बाद पुलिस ने राजकुमार और वीडियो बनाने वाले युवक को गिरफ्तार कर जेल भेजा। — [314, 1478, 506, 1574]
news-brief-label: न्यूज ब्रीफ — [120, 82, 183, 102]
funeral-text-col2 — [971, 1546, 1134, 1709]
byline-city: इंदौर — [1224, 231, 1238, 240]
knives-paragraph: उत्पन्न हो रहा था। अधिकांश 2 आरोपी कालू और सुमित हीरानगर थाना क्षेत्र से पकड़ाए हैं, वहीं एक-एक आरोपी मल्हारगंज, परदेशीपुरा और बाणगंगा थाना क्षेत्र में पुलिस ने पकड़े हैं। इन आरोपियों की पहचान क्रमशः अरुण, राकेश और कमलेश के रूप में हुई है। — [1360, 1647, 1544, 1714]
bikes-text-col2 — [1360, 686, 1544, 942]
brief-text: इंदौर। किशनगंज थाना क्षेत्र में किशोरी की गुमशुदगी का मामला प्रकाश में आया है। फरियादी प्रकाश के अनुसार उसके घर से उसकी 15 वर्षीय लड़की लापता हो गई है। उसे शक है कि किसी अज्ञात बदमाश ने उसकी लड़की का अपहरण कर लिया है। मामले में पुलिस ने अपहरण की धारा में प्रकरण दर्ज कर लिया है। आरोपी और अपहृता की तलाश जारी है। — [23, 562, 279, 624]
funeral-headline-text: पुलिस ने रुकवाया अंतिम संस्कार, शव किया जब्त — [820, 1323, 1092, 1393]
byline-city: इंदौर — [373, 1074, 386, 1083]
bikes-byline — [1166, 686, 1352, 706]
byline-mobile: मो.नं. 9826055574 — [1166, 698, 1227, 706]
